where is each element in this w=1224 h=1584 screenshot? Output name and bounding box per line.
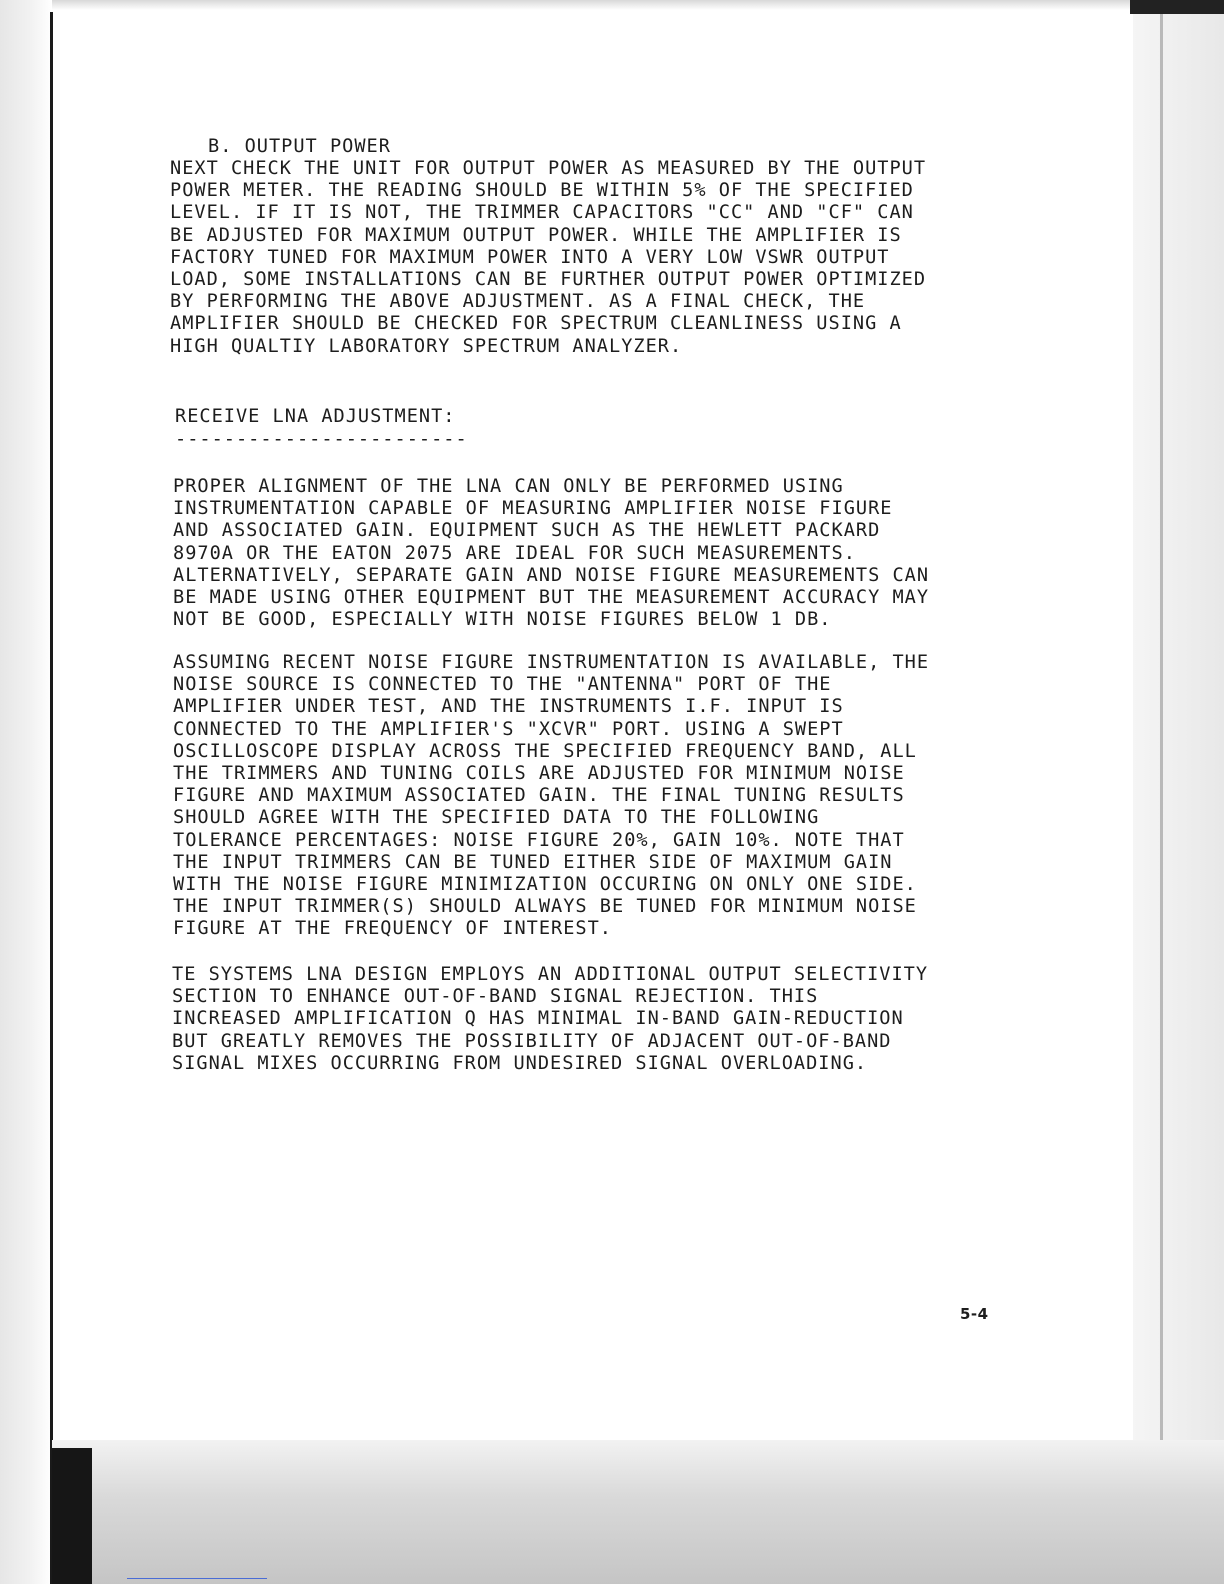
lna-paragraph-alignment: PROPER ALIGNMENT OF THE LNA CAN ONLY BE PERFORMED USING INSTRUMENTATION CAPABLE OF MEASURING AMPLIFIER NOISE FIGURE AND ASSOCIATED GAIN. EQUIPMENT SUCH AS THE HEWLETT PACKARD 8970A OR THE EATON 2075 ARE IDEAL FOR SUCH MEASUREMENTS. ALTERNATIVELY, SEPARATE GAIN AND NOISE FIGURE MEASUREMENTS CAN BE MADE USING OTHER EQUIPMENT BUT THE MEASUREMENT ACCURACY MAY NOT BE GOOD, ESPECIALLY WITH NOISE FIGURES BELOW 1 DB. [173,476,930,631]
lna-heading-underline: ------------------------ [175,429,468,450]
output-power-paragraph: NEXT CHECK THE UNIT FOR OUTPUT POWER AS MEASURED BY THE OUTPUT POWER METER. THE READING SHOULD BE WITHIN 5% OF THE SPECIFIED LEVEL. IF IT IS NOT, THE TRIMMER CAPACITORS "CC" AND "CF" CAN BE ADJUSTED FOR MAXIMUM OUTPUT POWER. WHILE THE AMPLIFIER IS FACTORY TUNED FOR MAXIMUM POWER INTO A VERY LOW VSWR OUTPUT LOAD, SOME INSTALLATIONS CAN BE FURTHER OUTPUT POWER OPTIMIZED BY PERFORMING THE ABOVE ADJUSTMENT. AS A FINAL CHECK, THE AMPLIFIER SHOULD BE CHECKED FOR SPECTRUM CLEANLINESS USING A HIGH QUALTIY LABORATORY SPECTRUM ANALYZER. [170,158,927,357]
scan-top-right-shadow [1130,0,1224,14]
page-number: 5-4 [960,1305,989,1323]
scan-top-edge [0,0,1224,10]
scan-left-binding-line [50,12,53,1584]
section-b-heading: B. OUTPUT POWER [208,136,391,157]
lna-adjustment-heading: RECEIVE LNA ADJUSTMENT: [175,406,456,427]
lna-paragraph-design: TE SYSTEMS LNA DESIGN EMPLOYS AN ADDITIONAL OUTPUT SELECTIVITY SECTION TO ENHANCE OUT-OF-BAND SIGNAL REJECTION. THIS INCREASED AMPLIFICATION Q HAS MINIMAL IN-BAND GAIN-REDUCTION BUT GREATLY REMOVES THE POSSIBILITY OF ADJACENT OUT-OF-BAND SIGNAL MIXES OCCURRING FROM UNDESIRED SIGNAL OVERLOADING. [172,964,929,1074]
scan-blue-line [127,1578,267,1579]
scan-bottom-shadow [52,1440,1224,1584]
lna-paragraph-procedure: ASSUMING RECENT NOISE FIGURE INSTRUMENTATION IS AVAILABLE, THE NOISE SOURCE IS CONNECTED TO THE "ANTENNA" PORT OF THE AMPLIFIER UNDER TEST, AND THE INSTRUMENTS I.F. INPUT IS CONNECTED TO THE AMPLIFIER'S "XCVR" PORT. USING A SWEPT OSCILLOSCOPE DISPLAY ACROSS THE SPECIFIED FREQUENCY BAND, ALL THE TRIMMERS AND TUNING COILS ARE ADJUSTED FOR MINIMUM NOISE FIGURE AND MAXIMUM ASSOCIATED GAIN. THE FINAL TUNING RESULTS SHOULD AGREE WITH THE SPECIFIED DATA TO THE FOLLOWING TOLERANCE PERCENTAGES: NOISE FIGURE 20%, GAIN 10%. NOTE THAT THE INPUT TRIMMERS CAN BE TUNED EITHER SIDE OF MAXIMUM GAIN WITH THE NOISE FIGURE MINIMIZATION OCCURING ON ONLY ONE SIDE. THE INPUT TRIMMER(S) SHOULD ALWAYS BE TUNED FOR MINIMUM NOISE FIGURE AT THE FREQUENCY OF INTEREST. [173,652,930,940]
scan-right-margin [1133,14,1224,1584]
scan-left-margin [0,0,52,1584]
scan-right-edge-line [1160,14,1163,1584]
scan-bottom-left-dark [52,1448,92,1584]
